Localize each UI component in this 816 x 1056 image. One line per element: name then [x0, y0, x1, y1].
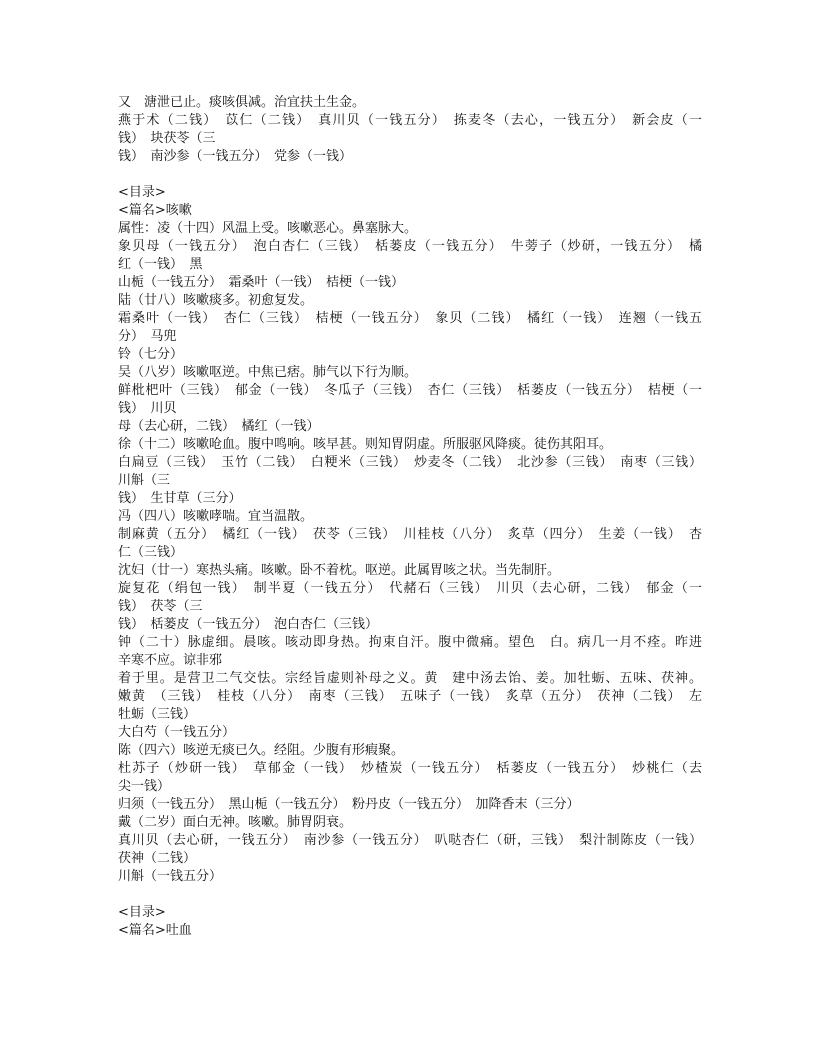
- catalog-marker: <目录>: [118, 905, 166, 920]
- text-line: 象贝母（一钱五分） 泡白杏仁（三钱） 栝蒌皮（一钱五分） 牛蒡子（炒研，一钱五分） 橘: [118, 239, 702, 254]
- catalog-marker: <目录>: [118, 185, 166, 200]
- text-line: 归须（一钱五分） 黑山栀（一钱五分） 粉丹皮（一钱五分） 加降香末（三分）: [118, 797, 580, 812]
- text-line: 又 溏泄已止。痰咳俱减。治宜扶土生金。: [118, 95, 366, 110]
- text-line: 大白芍（一钱五分）: [118, 725, 236, 740]
- text-line: 钱） 川贝: [118, 401, 177, 416]
- text-line: 牡蛎（三钱）: [118, 707, 197, 722]
- text-line: 着于里。是营卫二气交怯。宗经旨虚则补母之义。黄 建中汤去饴、姜。加牡蛎、五味、茯神。: [118, 671, 702, 686]
- text-line: 制麻黄（五分） 橘红（一钱） 茯苓（三钱） 川桂枝（八分） 炙草（四分） 生姜（一钱） 杏: [118, 527, 702, 542]
- blank-line: [118, 166, 702, 184]
- text-line: 燕于术（二钱） 苡仁（二钱） 真川贝（一钱五分） 拣麦冬（去心，一钱五分） 新会皮（一: [118, 113, 702, 128]
- text-line: 钱） 栝蒌皮（一钱五分） 泡白杏仁（三钱）: [118, 617, 379, 632]
- text-line: 尖一钱）: [118, 779, 171, 794]
- text-line: 母（去心研，二钱） 橘红（一钱）: [118, 419, 320, 434]
- text-line: 属性：凌（十四）风温上受。咳嗽恶心。鼻塞脉大。: [118, 221, 418, 236]
- text-line: 钟（二十）脉虚细。晨咳。咳动即身热。拘束自汗。腹中微痛。望色 白。病几一月不痊。昨进: [118, 635, 702, 650]
- text-line: 鲜枇杷叶（三钱） 郁金（一钱） 冬瓜子（三钱） 杏仁（三钱） 栝蒌皮（一钱五分） 桔梗（一: [118, 383, 702, 398]
- blank-line: [118, 886, 702, 904]
- text-line: 戴（二岁）面白无神。咳嗽。肺胃阴衰。: [118, 815, 353, 830]
- document-page: [118, 94, 702, 940]
- text-line: 霜桑叶（一钱） 杏仁（三钱） 桔梗（一钱五分） 象贝（二钱） 橘红（一钱） 连翘（一钱五: [118, 311, 702, 326]
- text-line: 川斛（一钱五分）: [118, 869, 223, 884]
- text-line: 冯（四八）咳嗽哮喘。宜当温散。: [118, 509, 314, 524]
- text-line: 茯神（二钱）: [118, 851, 197, 866]
- section-title: <篇名>吐血: [118, 923, 192, 938]
- text-line: 真川贝（去心研，一钱五分） 南沙参（一钱五分） 叭哒杏仁（研，三钱） 梨汁制陈皮（一钱）: [118, 833, 702, 848]
- text-line: 钱） 茯苓（三: [118, 599, 203, 614]
- text-line: 杜苏子（炒研一钱） 草郁金（一钱） 炒楂炭（一钱五分） 栝蒌皮（一钱五分） 炒桃仁（去: [118, 761, 702, 776]
- text-line: 徐（十二）咳嗽呛血。腹中鸣响。咳早甚。则知胃阴虚。所服驱风降痰。徒伤其阳耳。: [118, 437, 613, 452]
- text-line: 川斛（三: [118, 473, 171, 488]
- section-title: <篇名>咳嗽: [118, 203, 192, 218]
- text-line: 沈妇（廿一）寒热头痛。咳嗽。卧不着枕。呕逆。此属胃咳之状。当先制肝。: [118, 563, 561, 578]
- text-line: 旋复花（绢包一钱） 制半夏（一钱五分） 代赭石（三钱） 川贝（去心研，二钱） 郁金（一: [118, 581, 702, 596]
- text-line: 陈（四六）咳逆无痰已久。经阻。少腹有形瘕聚。: [118, 743, 405, 758]
- text-line: 仁（三钱）: [118, 545, 184, 560]
- text-line: 钱） 南沙参（一钱五分） 党参（一钱）: [118, 149, 353, 164]
- text-line: 陆（廿八）咳嗽痰多。初愈复发。: [118, 293, 314, 308]
- text-line: 白扁豆（三钱） 玉竹（二钱） 白粳米（三钱） 炒麦冬（二钱） 北沙参（三钱） 南枣（三钱）: [118, 455, 702, 470]
- text-line: 山栀（一钱五分） 霜桑叶（一钱） 桔梗（一钱）: [118, 275, 405, 290]
- text-line: 嫩黄 （三钱） 桂枝（八分） 南枣（三钱） 五味子（一钱） 炙草（五分） 茯神（二钱） 左: [118, 689, 702, 704]
- text-line: 钱） 块茯苓（三: [118, 131, 216, 146]
- text-line: 铃（七分）: [118, 347, 184, 362]
- text-line: 辛寒不应。谅非邪: [118, 653, 223, 668]
- text-line: 红（一钱） 黑: [118, 257, 203, 272]
- text-line: 吴（八岁）咳嗽呕逆。中焦已痞。肺气以下行为顺。: [118, 365, 418, 380]
- text-line: 钱） 生甘草（三分）: [118, 491, 242, 506]
- text-line: 分） 马兜: [118, 329, 177, 344]
